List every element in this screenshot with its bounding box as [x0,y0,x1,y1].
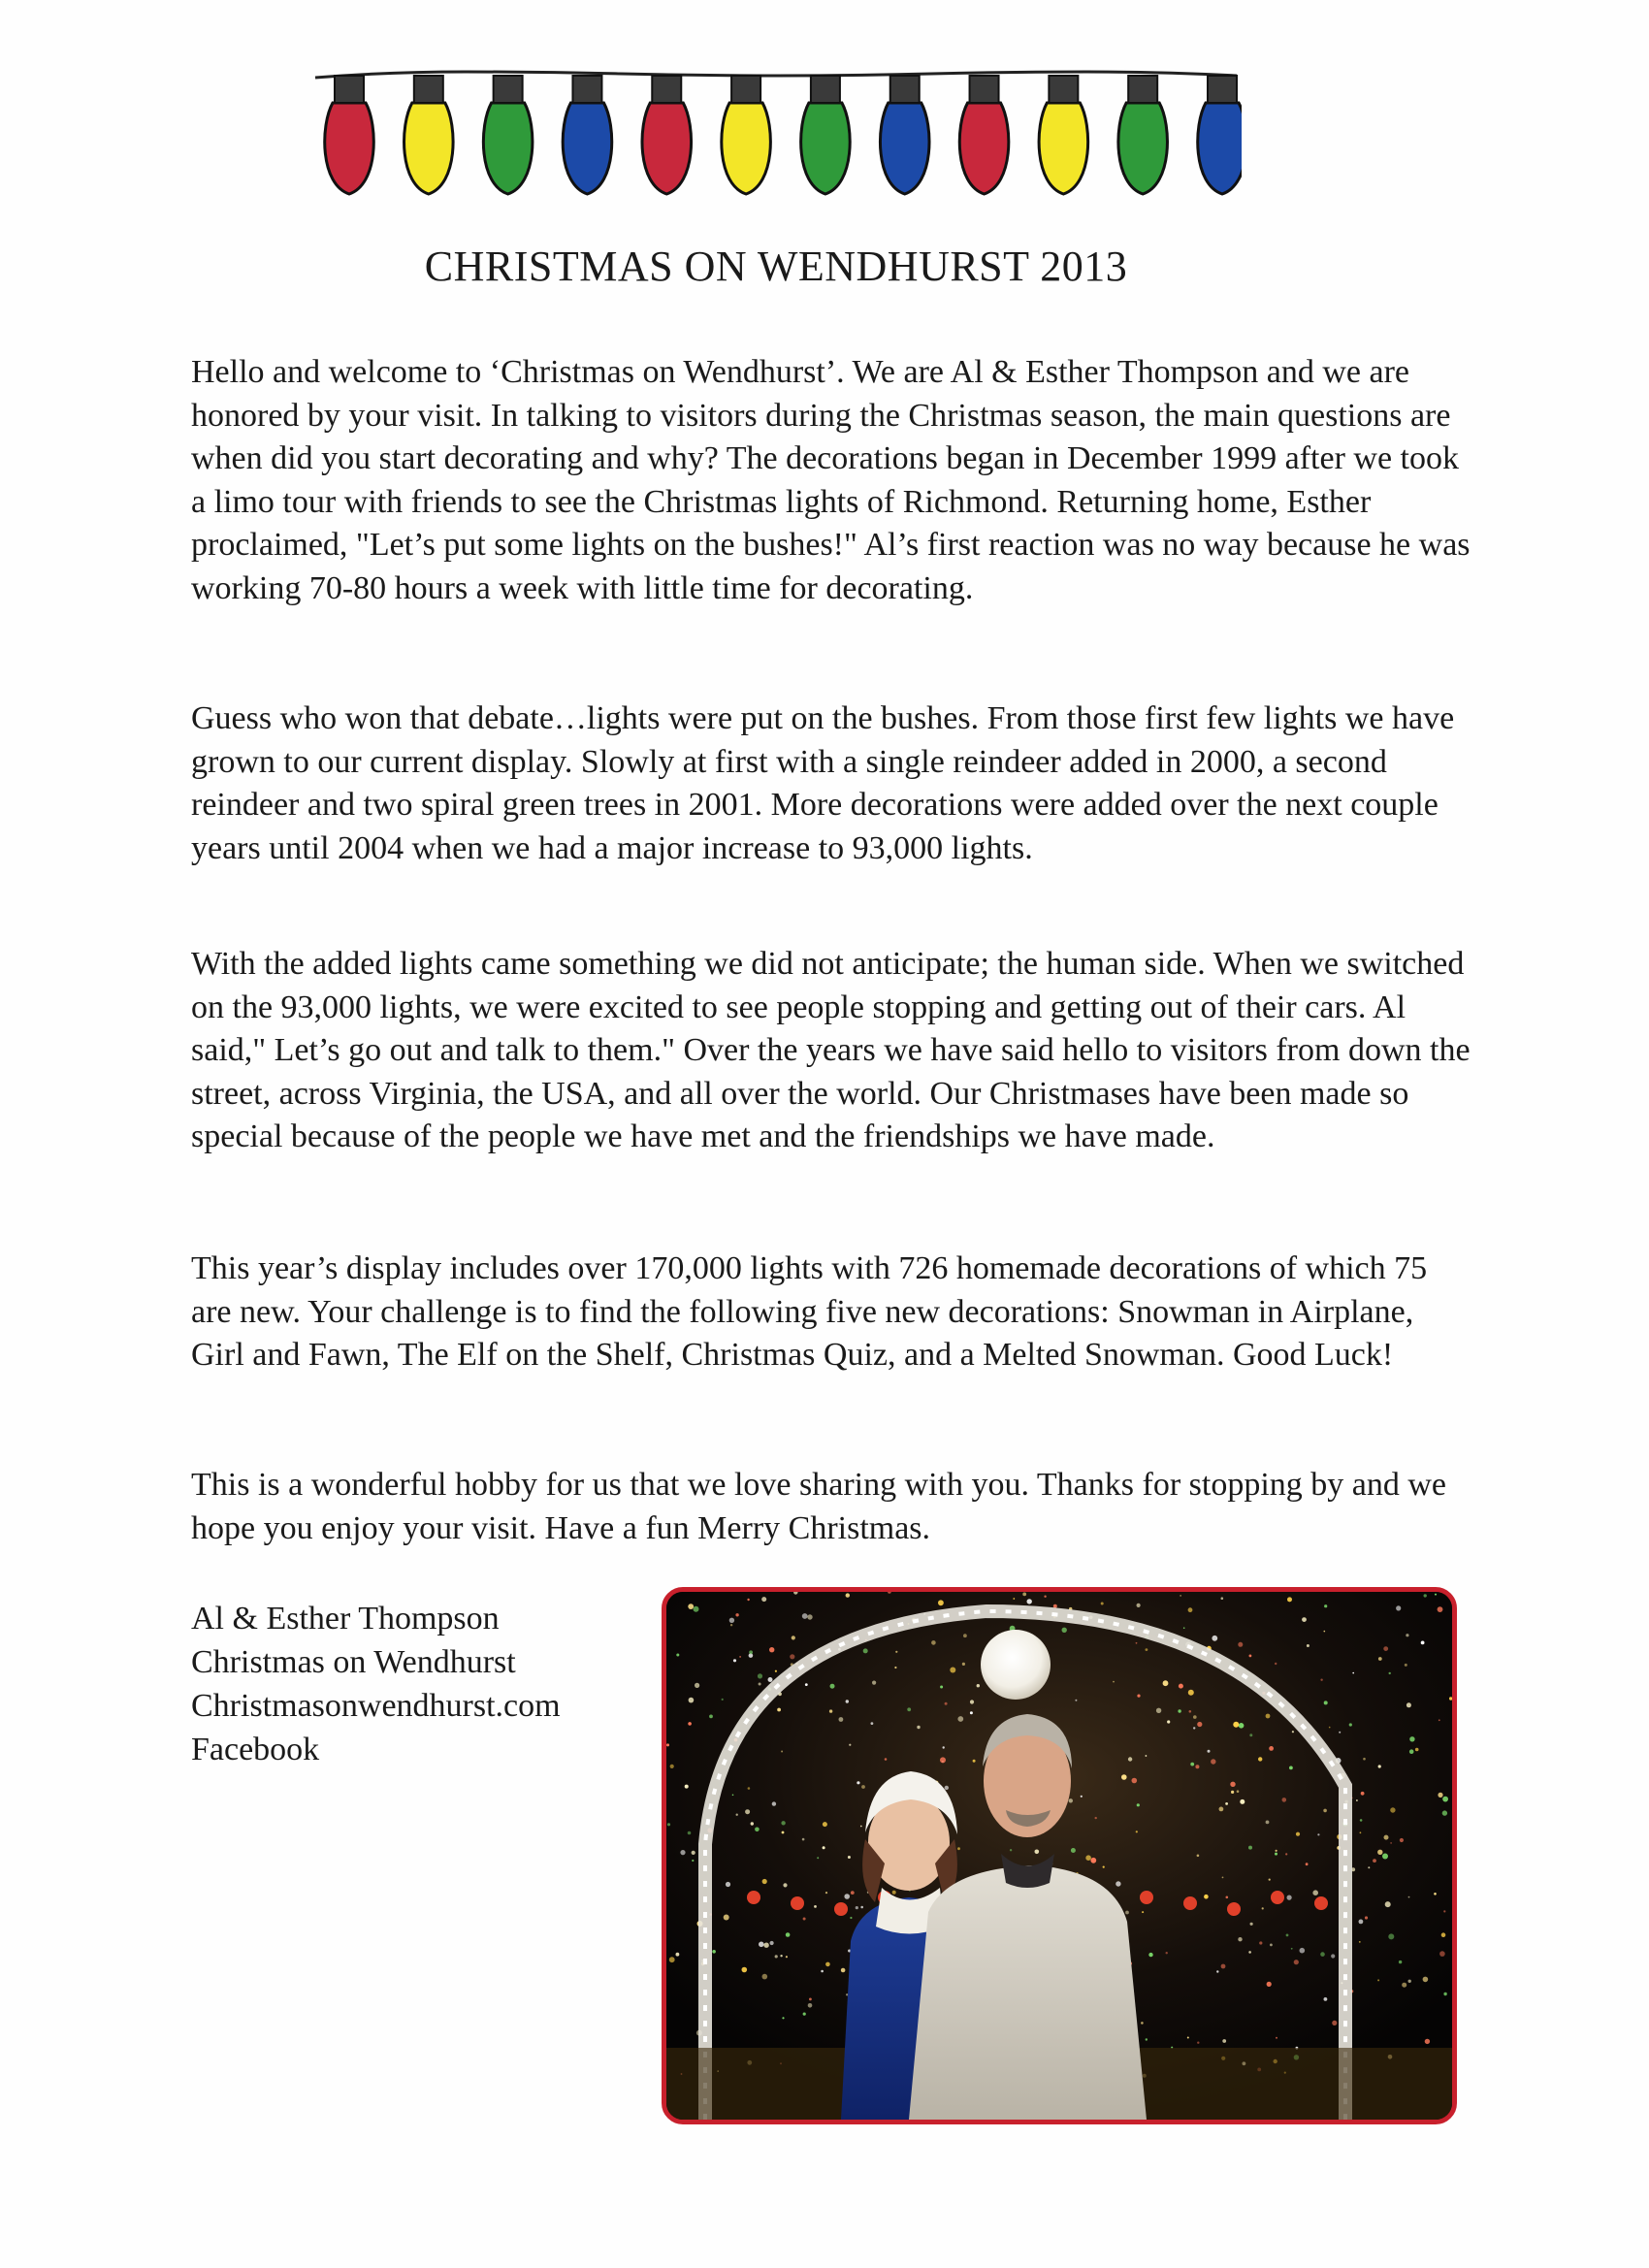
paragraph-text: With the added lights came something we did not anticipate; the human side. When we switched on the 93,000 lights, we were excited to see people stopping and getting out of their cars. Al said," Let’s go out and talk to them." Over the years we have said hello to visitors from down the street, across Virginia, the USA, and all over the world. Our Christmases have been made so special because of the people we have met and the friendships we have made. [191,946,1471,1154]
signature-block [191,1597,657,1771]
light-bulb-icon [1118,76,1168,194]
paragraph-text: This year’s display includes over 170,000 lights with 726 homemade decorations of which 75 are new. Your challenge is to find the following five new decorations: Snowman in Airplane, Girl and Fawn, The Elf on the Shelf, Christmas Quiz, and a Melted Snowman. Good Luck! [191,1250,1428,1373]
couple-photo [662,1587,1457,2124]
light-bulb-icon [325,76,374,194]
light-bulb-icon [1039,76,1088,194]
light-bulb-icon [959,76,1009,194]
paragraph-challenge [191,1247,1471,1377]
light-bulb-icon [483,76,533,194]
paragraph-human-side [191,943,1471,1159]
snowball-ornament [981,1630,1051,1700]
paragraph-history [191,697,1471,870]
signature-names: Al & Esther Thompson [191,1601,500,1636]
light-bulb-icon [1198,76,1242,194]
light-bulb-icon [801,76,851,194]
light-bulb-icon [880,76,929,194]
bulbs-group [325,76,1242,194]
page-title: CHRISTMAS ON WENDHURST 2013 [424,243,1128,290]
paragraph-text: Hello and welcome to ‘Christmas on Wendhurst’. We are Al & Esther Thompson and we are honored by your visit. In talking to visitors during the Christmas season, the main questions are when did you start decorating and why? The decorations began in December 1999 after we took a limo tour with friends to see the Christmas lights of Richmond. Returning home, Esther proclaimed, "Let’s put some lights on the bushes!" Al’s first reaction was no way because he was working 70-80 hours a week with little time for decorating. [191,354,1471,606]
light-bulb-icon [642,76,692,194]
signature-display-name: Christmas on Wendhurst [191,1644,516,1680]
christmas-lights-illustration [310,39,1242,213]
signature-social: Facebook [191,1732,320,1767]
paragraph-text: Guess who won that debate…lights were put on the bushes. From those first few lights we have grown to our current display. Slowly at first with a single reindeer added in 2000, a second reindeer and two spiral green trees in 2001. More decorations were added over the next couple years until 2004 when we had a major increase to 93,000 lights. [191,700,1455,866]
light-string-wire [315,72,1237,78]
light-bulb-icon [563,76,612,194]
light-bulb-icon [722,76,771,194]
light-bulb-icon [404,76,454,194]
paragraph-welcome [191,351,1471,610]
signature-website: Christmasonwendhurst.com [191,1688,561,1724]
paragraph-text: This is a wonderful hobby for us that we love sharing with you. Thanks for stopping by and we hope you enjoy your visit. Have a fun Merry Christmas. [191,1467,1447,1546]
paragraph-closing [191,1464,1471,1550]
photo-illustration [666,1592,1452,2120]
